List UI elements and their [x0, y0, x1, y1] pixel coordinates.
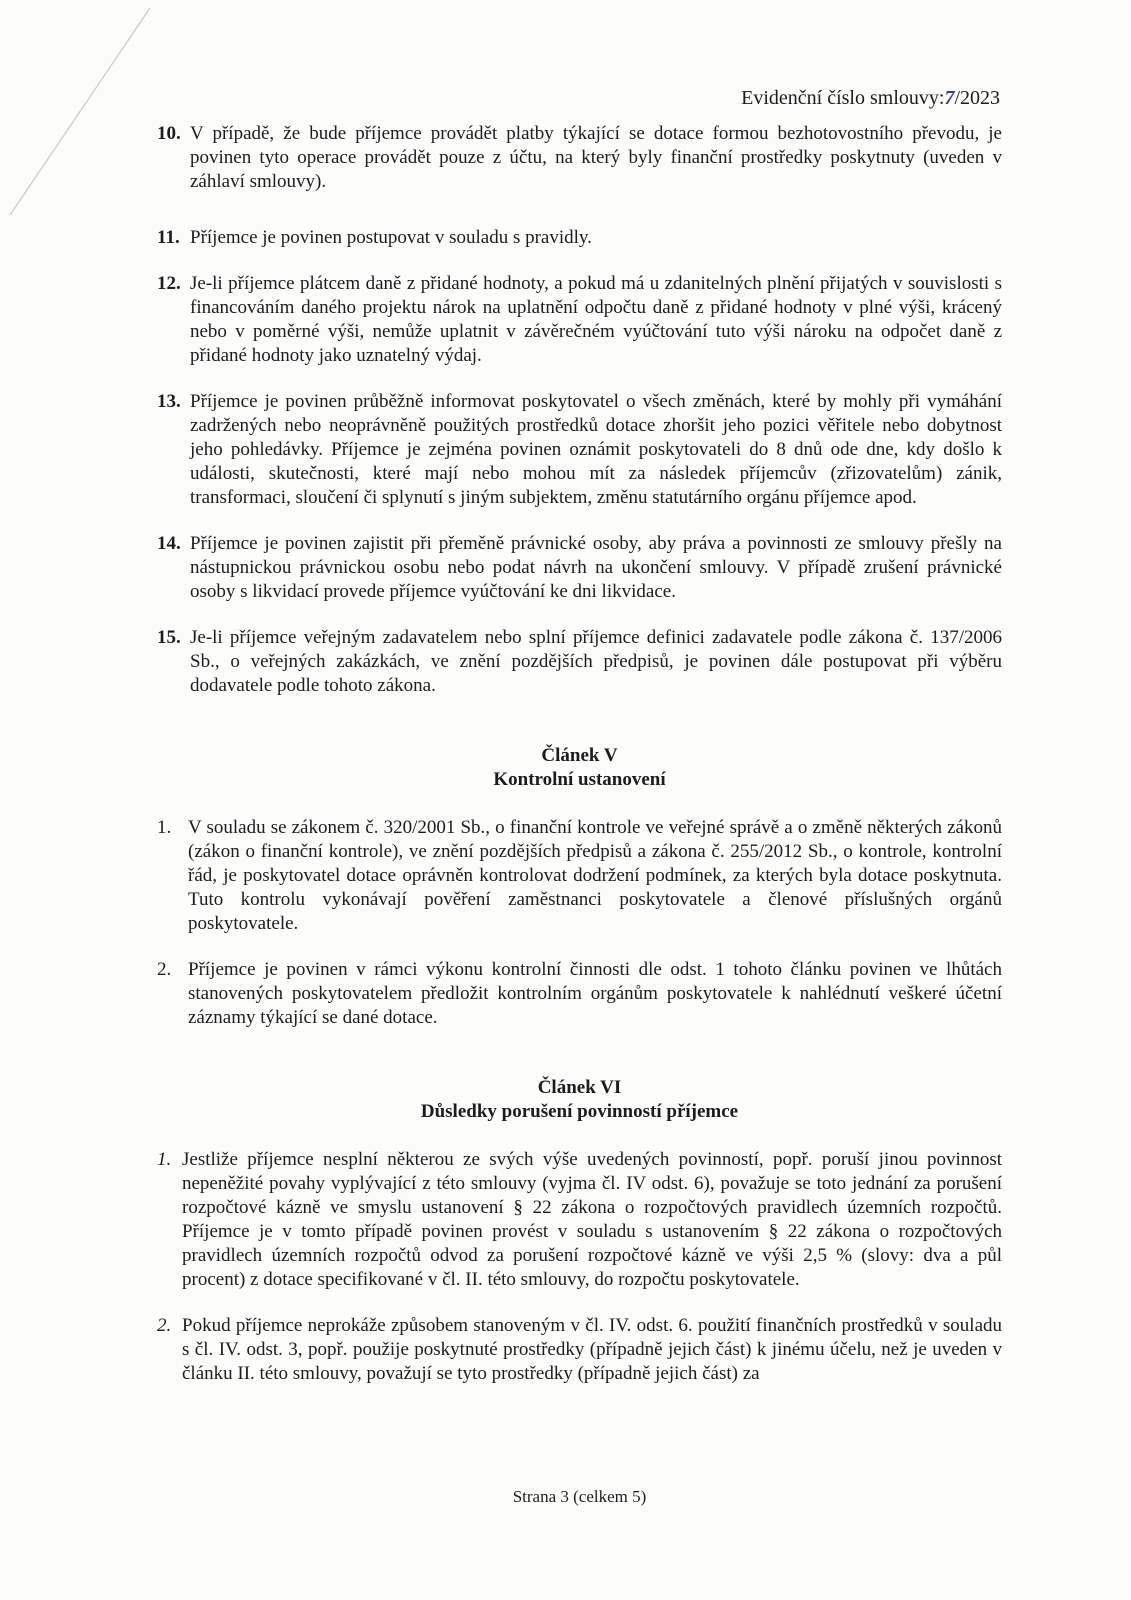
article-v — [157, 744, 1002, 1030]
clause-number: 10. — [157, 123, 181, 144]
page-number: Strana 3 (celkem 5) — [512, 1487, 647, 1506]
clause-15 — [157, 626, 1002, 698]
clause-14 — [157, 532, 1002, 604]
registration-year: /2023 — [954, 87, 1000, 109]
clause-text: Příjemce je povinen průběžně informovat poskytovatel o všech změnách, které by mohly při vymáhání zadržených nebo neoprávněně použitých prostředků dotace zhoršit jeho pozici věřitele nebo dobytnost jeho pohledávky. Příjemce je zejména povinen oznámit poskytovateli do 8 dnů ode dne, kdy došlo k události, skutečnosti, které mají nebo mohou mít za následek příjemcův (zřizovatelům) zánik, transformaci, sloučení či splynutí s jiným subjektem, změnu statutárního orgánu příjemce apod. — [190, 391, 1002, 508]
article-vi-clause-1 — [157, 1148, 1002, 1292]
article-v-clause-2 — [157, 958, 1002, 1030]
clause-text: V souladu se zákonem č. 320/2001 Sb., o finanční kontrole ve veřejné správě a o změně některých zákonů (zákon o finanční kontrole), ve znění pozdějších předpisů a zákona č. 255/2012 Sb., o kontrole, kontrolní řád, je poskytovatel dotace oprávněn kontrolovat dodržení podmínek, za kterých byla dotace poskytnuta. Tuto kontrolu vykonávají pověření zaměstnanci poskytovatele a členové příslušných orgánů poskytovatele. — [188, 817, 1002, 934]
clause-text: Jestliže příjemce nesplní některou ze svých výše uvedených povinností, popř. poruší jinou povinnost nepeněžité povahy vyplývající z této smlouvy (vyjma čl. IV odst. 6), považuje se toto jednání za porušení rozpočtové kázně ve smyslu ustanovení § 22 zákona o rozpočtových pravidlech územních rozpočtů. Příjemce je v tomto případě povinen provést v souladu s ustanovením § 22 zákona o rozpočtových pravidlech územních rozpočtů odvod za porušení rozpočtové kázně ve výši 2,5 % (slovy: dva a půl procent) z dotace specifikované v čl. II. této smlouvy, do rozpočtu poskytovatele. — [182, 1149, 1002, 1290]
clause-number: 1. — [157, 1149, 172, 1170]
clause-number: 1. — [157, 817, 172, 838]
clause-text: Příjemce je povinen postupovat v souladu s pravidly. — [190, 227, 592, 248]
article-heading — [157, 1076, 1002, 1124]
clause-number: 13. — [157, 391, 181, 412]
article-title: Článek VI — [537, 1077, 622, 1098]
clause-11 — [157, 226, 1002, 250]
clause-text: Je-li příjemce veřejným zadavatelem nebo splní příjemce definici zadavatele podle zákona č. 137/2006 Sb., o veřejných zakázkách, ve znění pozdějších předpisů, je povinen dále postupovat při výběru dodavatele podle tohoto zákona. — [190, 627, 1002, 696]
clause-text: Příjemce je povinen zajistit při přeměně právnické osoby, aby práva a povinnosti ze smlouvy přešly na nástupnickou právnickou osobu nebo podat návrh na ukončení smlouvy. V případě zrušení právnické osoby s likvidací provede příjemce vyúčtování ke dni likvidace. — [190, 533, 1002, 602]
article-vi-clause-2 — [157, 1314, 1002, 1386]
clause-number: 12. — [157, 273, 181, 294]
clause-12 — [157, 272, 1002, 368]
clause-text: Je-li příjemce plátcem daně z přidané hodnoty, a pokud má u zdanitelných plnění přijatých v souvislosti s financováním daného projektu nárok na uplatnění odpočtu daně z přidané hodnoty v plné výši, krácený nebo v poměrné výši, nemůže uplatnit v závěrečném vyúčtování tuto výši nároku na odpočet daně z přidané hodnoty jako uznatelný výdaj. — [190, 273, 1002, 366]
article-v-clause-1 — [157, 816, 1002, 936]
article-subtitle: Kontrolní ustanovení — [493, 769, 666, 790]
clause-number: 2. — [157, 959, 172, 980]
article-title: Článek V — [541, 745, 618, 766]
registration-label: Evidenční číslo smlouvy: — [741, 87, 945, 109]
article-heading — [157, 744, 1002, 792]
document-body — [157, 122, 1002, 1408]
clause-number: 14. — [157, 533, 181, 554]
clause-number: 2. — [157, 1315, 172, 1336]
handwritten-number: 7 — [944, 87, 955, 109]
clause-text: V případě, že bude příjemce provádět platby týkající se dotace formou bezhotovostního převodu, je povinen tyto operace provádět pouze z účtu, na který byly finanční prostředky poskytnuty (uveden v záhlaví smlouvy). — [190, 123, 1002, 192]
clause-number: 11. — [157, 227, 180, 248]
clause-13 — [157, 390, 1002, 510]
article-subtitle: Důsledky porušení povinností příjemce — [420, 1101, 739, 1122]
clause-10 — [157, 122, 1002, 194]
clause-text: Příjemce je povinen v rámci výkonu kontrolní činnosti dle odst. 1 tohoto článku povinen ve lhůtách stanovených poskytovatelem předložit kontrolním orgánům poskytovatele k nahlédnutí veškeré účetní záznamy týkající se dané dotace. — [188, 959, 1002, 1028]
clause-text: Pokud příjemce neprokáže způsobem stanoveným v čl. IV. odst. 6. použití finančních prostředků v souladu s čl. IV. odst. 3, popř. použije poskytnuté prostředky (případně jejich část) k jinému účelu, než je uveden v článku II. této smlouvy, považují se tyto prostředky (případně jejich část) za — [182, 1315, 1002, 1384]
contract-registration-number — [741, 86, 1000, 110]
scan-edge-line — [0, 0, 160, 230]
article-vi — [157, 1076, 1002, 1386]
clause-number: 15. — [157, 627, 181, 648]
